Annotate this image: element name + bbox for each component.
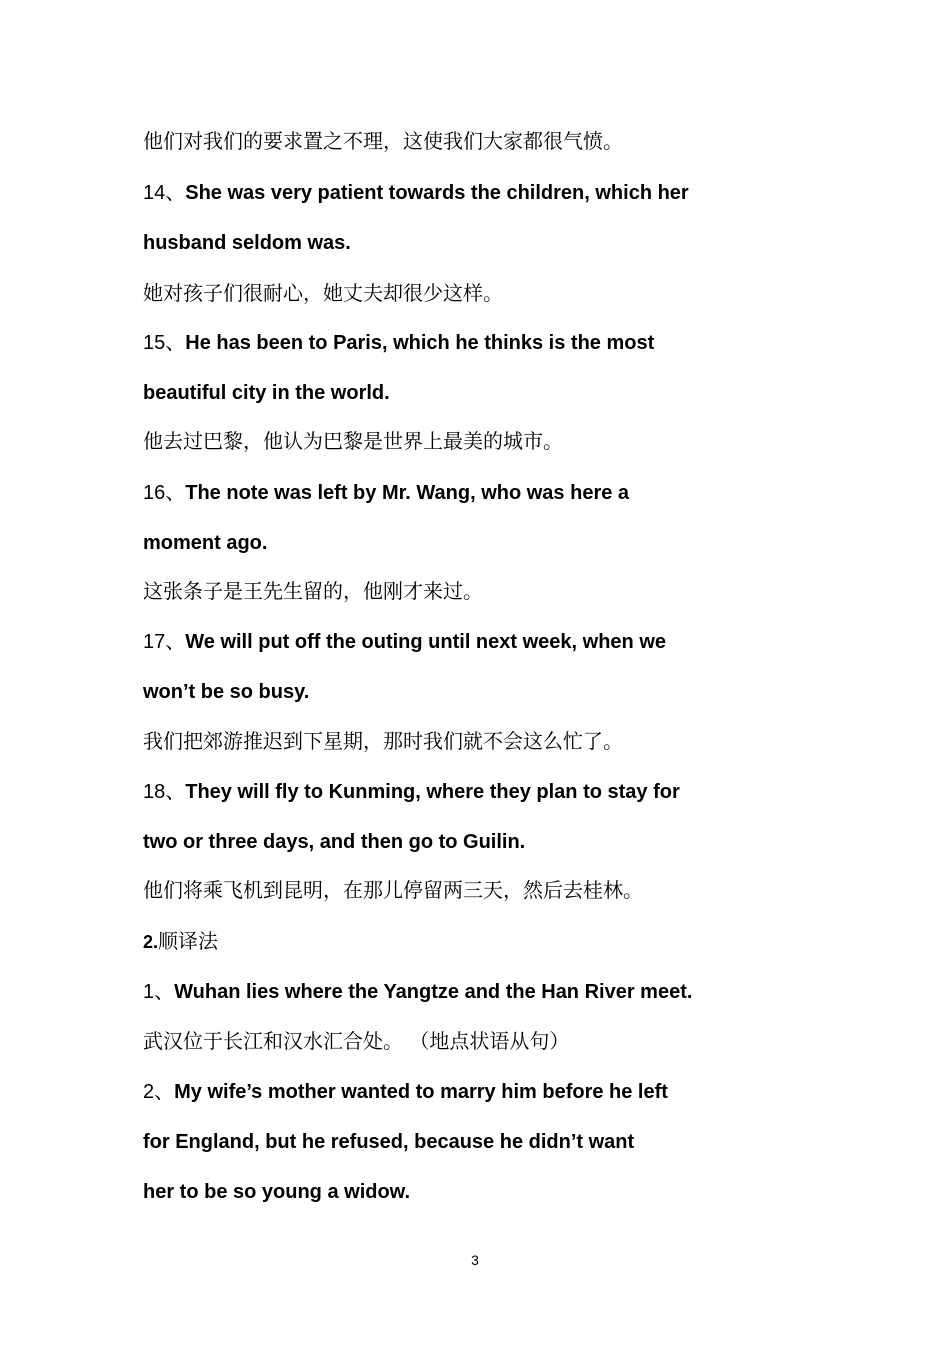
translation-line: 他们对我们的要求置之不理，这使我们大家都很气愤。 xyxy=(143,129,623,153)
example-number: 18、 xyxy=(143,781,186,803)
section-number: 2. xyxy=(143,932,159,952)
example-2-line-1 xyxy=(143,1079,668,1105)
example-sentence: The note was left by Mr. Wang, who was here a xyxy=(185,482,630,504)
translation-line: 她对孩子们很耐心，她丈夫却很少这样。 xyxy=(143,281,503,305)
example-sentence: for England, but he refused, because he didn’t want xyxy=(143,1131,635,1153)
translation-line: 他们将乘飞机到昆明，在那儿停留两三天，然后去桂林。 xyxy=(143,878,643,902)
example-17-line-1 xyxy=(143,629,666,655)
example-15-line-1 xyxy=(143,330,654,356)
example-16-line-1 xyxy=(143,480,629,506)
example-sentence: She was very patient towards the children, which her xyxy=(185,182,689,204)
example-2-line-3 xyxy=(143,1179,410,1205)
example-number: 16、 xyxy=(143,482,186,504)
example-number: 14、 xyxy=(143,182,186,204)
example-sentence: beautiful city in the world. xyxy=(143,382,390,404)
example-number: 17、 xyxy=(143,631,186,653)
example-17-line-2 xyxy=(143,679,309,705)
example-18-line-1 xyxy=(143,779,680,805)
example-number: 2、 xyxy=(143,1081,175,1103)
example-number: 1、 xyxy=(143,981,175,1003)
translation-line: 他去过巴黎，他认为巴黎是世界上最美的城市。 xyxy=(143,429,563,453)
example-15-line-2 xyxy=(143,380,390,406)
example-sentence: He has been to Paris, which he thinks is the most xyxy=(185,332,655,354)
example-sentence: They will fly to Kunming, where they plan to stay for xyxy=(185,781,680,803)
example-1-line-1 xyxy=(143,979,692,1005)
example-sentence: her to be so young a widow. xyxy=(143,1181,411,1203)
example-number: 15、 xyxy=(143,332,186,354)
example-sentence: Wuhan lies where the Yangtze and the Han River meet. xyxy=(174,981,693,1003)
section-heading xyxy=(143,928,218,955)
example-sentence: moment ago. xyxy=(143,532,268,554)
example-sentence: We will put off the outing until next week, when we xyxy=(185,631,667,653)
example-2-line-2 xyxy=(143,1129,634,1155)
example-sentence: won’t be so busy. xyxy=(143,681,310,703)
example-sentence: husband seldom was. xyxy=(143,232,351,254)
section-title: 顺译法 xyxy=(158,929,219,953)
example-14-line-2 xyxy=(143,230,351,256)
translation-line: 我们把郊游推迟到下星期，那时我们就不会这么忙了。 xyxy=(143,729,623,753)
example-14-line-1 xyxy=(143,180,689,206)
example-sentence: two or three days, and then go to Guilin. xyxy=(143,831,526,853)
page-number: 3 xyxy=(471,1252,479,1268)
example-16-line-2 xyxy=(143,530,267,556)
translation-line: 这张条子是王先生留的，他刚才来过。 xyxy=(143,579,483,603)
translation-line: 武汉位于长江和汉水汇合处。 （地点状语从句） xyxy=(143,1029,570,1053)
example-18-line-2 xyxy=(143,829,525,855)
example-sentence: My wife’s mother wanted to marry him before he left xyxy=(174,1081,668,1103)
